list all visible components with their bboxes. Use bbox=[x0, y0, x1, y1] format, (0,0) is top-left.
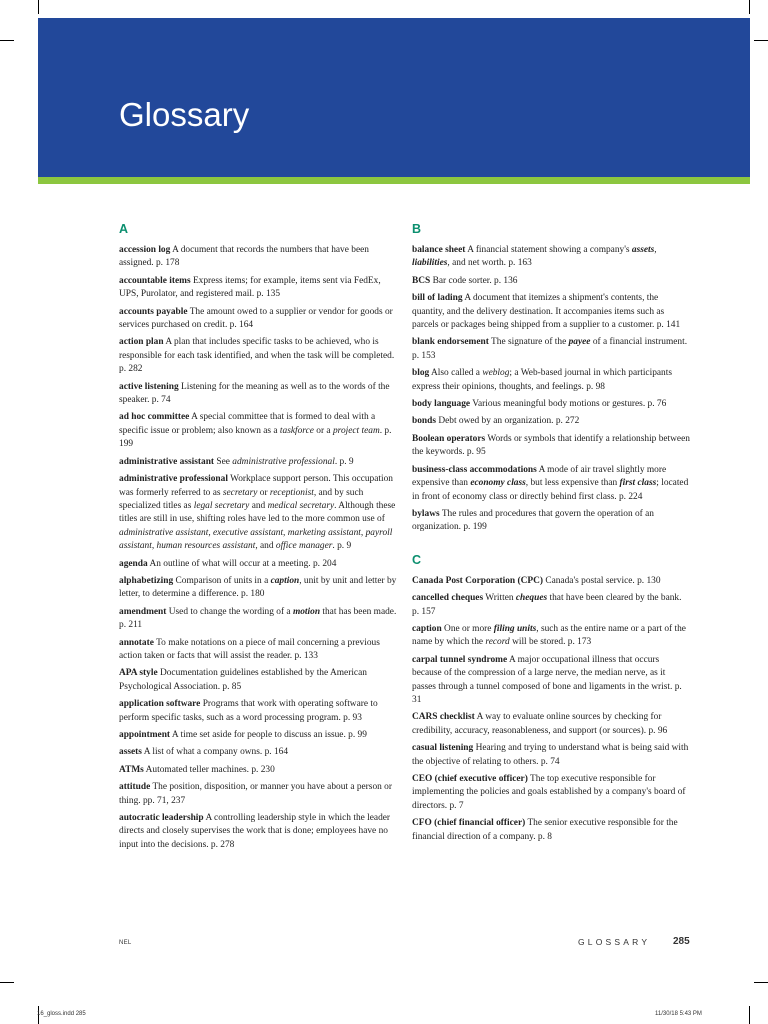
glossary-definition: Words or symbols that identify a relationship between the keywords. p. 95 bbox=[412, 433, 690, 458]
glossary-entry bbox=[412, 592, 690, 619]
glossary-definition: Automated teller machines. p. 230 bbox=[145, 764, 275, 775]
glossary-definition: The signature of the payee of a financial instrument. p. 153 bbox=[412, 337, 688, 361]
glossary-entry bbox=[119, 606, 399, 633]
glossary-term: accountable items bbox=[119, 275, 191, 286]
glossary-term: accounts payable bbox=[119, 306, 188, 317]
glossary-entry bbox=[119, 336, 399, 376]
glossary-entry bbox=[412, 773, 690, 813]
glossary-term: agenda bbox=[119, 558, 148, 569]
glossary-entry bbox=[119, 473, 399, 553]
glossary-definition: The position, disposition, or manner you have about a person or thing. pp. 71, 237 bbox=[119, 782, 392, 806]
glossary-term: attitude bbox=[119, 782, 151, 793]
glossary-term: BCS bbox=[412, 275, 431, 286]
glossary-term: APA style bbox=[119, 668, 158, 679]
glossary-term: caption bbox=[412, 623, 442, 634]
glossary-definition: Written cheques that have been cleared by the bank. p. 157 bbox=[412, 593, 682, 617]
glossary-entry bbox=[412, 575, 690, 588]
glossary-term: Boolean operators bbox=[412, 433, 486, 444]
glossary-entry bbox=[412, 398, 690, 411]
glossary-entry bbox=[412, 742, 690, 769]
glossary-term: body language bbox=[412, 399, 471, 410]
glossary-entry bbox=[412, 817, 690, 844]
glossary-term: assets bbox=[119, 747, 142, 758]
glossary-term: casual listening bbox=[412, 743, 474, 754]
glossary-entry bbox=[119, 781, 399, 808]
glossary-definition: A mode of air travel slightly more expensive than economy class, but less expensive than first class; located in front of economy class or directly behind first class. p. 224 bbox=[412, 464, 689, 502]
glossary-term: bylaws bbox=[412, 508, 440, 519]
entries-a bbox=[119, 244, 399, 852]
glossary-term: ad hoc committee bbox=[119, 412, 190, 423]
glossary-definition: Used to change the wording of a motion that has been made. p. 211 bbox=[119, 606, 397, 631]
publisher-mark: NEL bbox=[119, 940, 132, 946]
glossary-definition: The rules and procedures that govern the operation of an organization. p. 199 bbox=[412, 508, 654, 533]
glossary-definition: To make notations on a piece of mail concerning a previous action taken or facts that will assist the reader. p. 133 bbox=[119, 637, 380, 661]
glossary-term: bonds bbox=[412, 416, 436, 427]
glossary-entry bbox=[412, 292, 690, 332]
glossary-entry bbox=[412, 415, 690, 428]
glossary-term: CEO (chief executive officer) bbox=[412, 774, 528, 784]
column-left bbox=[119, 222, 399, 856]
crop-mark bbox=[754, 982, 768, 983]
glossary-entry bbox=[119, 275, 399, 302]
glossary-entry bbox=[412, 464, 690, 504]
glossary-entry bbox=[412, 654, 690, 708]
glossary-definition: Bar code sorter. p. 136 bbox=[432, 275, 518, 286]
crop-mark bbox=[749, 0, 750, 14]
glossary-entry bbox=[119, 558, 399, 571]
crop-mark bbox=[754, 40, 768, 41]
glossary-definition: Documentation guidelines established by the American Psychological Association. p. 85 bbox=[119, 668, 367, 692]
glossary-definition: A plan that includes specific tasks to be achieved, who is responsible for each task identified, and when the task will be completed. p. 282 bbox=[119, 337, 395, 375]
entries-b bbox=[412, 244, 690, 535]
glossary-definition: A way to evaluate online sources by checking for credibility, accuracy, reasonableness, and support (or sources). p. 96 bbox=[412, 712, 668, 736]
glossary-entry bbox=[412, 336, 690, 363]
glossary-entry bbox=[119, 698, 399, 725]
running-footer: GLOSSARY bbox=[578, 937, 651, 947]
glossary-definition: A financial statement showing a company's assets, liabilities, and net worth. p. 163 bbox=[412, 245, 657, 269]
glossary-entry bbox=[412, 711, 690, 738]
glossary-entry bbox=[119, 746, 399, 759]
glossary-term: balance sheet bbox=[412, 245, 466, 255]
page-number: 285 bbox=[673, 936, 690, 947]
glossary-term: application software bbox=[119, 699, 201, 710]
glossary-term: carpal tunnel syndrome bbox=[412, 654, 508, 665]
glossary-definition: An outline of what will occur at a meeting. p. 204 bbox=[149, 558, 337, 569]
slug-filename: 16_gloss.indd 285 bbox=[37, 1011, 86, 1017]
glossary-definition: A major occupational illness that occurs because of the compression of a large nerve, the median nerve, as it passes through a tunnel composed of bone and ligaments in the wrist. p. 31 bbox=[412, 654, 682, 705]
glossary-definition: One or more filing units, such as the entire name or a part of the name by which the record will be stored. p. 173 bbox=[412, 623, 686, 648]
glossary-definition: A special committee that is formed to deal with a specific issue or problem; also known as a taskforce or a project team. p. 199 bbox=[119, 412, 392, 450]
glossary-definition: See administrative professional. p. 9 bbox=[216, 456, 354, 467]
page-title: Glossary bbox=[119, 96, 250, 133]
glossary-term: alphabetizing bbox=[119, 575, 174, 586]
glossary-entry bbox=[119, 306, 399, 333]
glossary-definition: Programs that work with operating software to perform specific tasks, such as a word processing program. p. 93 bbox=[119, 699, 378, 723]
column-right bbox=[412, 222, 690, 848]
glossary-entry bbox=[119, 456, 399, 469]
glossary-term: administrative professional bbox=[119, 474, 228, 485]
glossary-definition: A document that records the numbers that have been assigned. p. 178 bbox=[119, 245, 369, 269]
glossary-term: blank endorsement bbox=[412, 337, 489, 348]
glossary-entry bbox=[412, 433, 690, 460]
glossary-entry bbox=[119, 381, 399, 408]
glossary-entry bbox=[119, 244, 399, 271]
glossary-definition: Various meaningful body motions or gestures. p. 76 bbox=[472, 399, 667, 410]
glossary-definition: A document that itemizes a shipment's contents, the quantity, and the delivery destination. It accompanies items such as parcels or packages being shipped from a supplier to a customer. p. 141 bbox=[412, 293, 681, 331]
glossary-definition: The amount owed to a supplier or vendor for goods or services purchased on credit. p. 164 bbox=[119, 306, 393, 331]
header-accent-bar bbox=[38, 177, 750, 184]
glossary-term: administrative assistant bbox=[119, 456, 215, 467]
glossary-entry bbox=[119, 764, 399, 777]
glossary-definition: Debt owed by an organization. p. 272 bbox=[438, 416, 580, 427]
glossary-definition: Hearing and trying to understand what is being said with the objective of relating to others. p. 74 bbox=[412, 743, 689, 767]
section-letter-b: B bbox=[412, 222, 422, 236]
glossary-term: cancelled cheques bbox=[412, 593, 484, 604]
glossary-definition: The top executive responsible for implementing the policies and goals established by a company's board of directors. p. 7 bbox=[412, 774, 686, 811]
glossary-term: ATMs bbox=[119, 764, 144, 775]
glossary-entry bbox=[412, 275, 690, 288]
entries-c bbox=[412, 575, 690, 844]
slug-timestamp: 11/30/18 5:43 PM bbox=[655, 1011, 702, 1017]
glossary-definition: Also called a weblog; a Web-based journal in which participants express their opinions, thoughts, and feelings. p. 98 bbox=[412, 368, 672, 392]
glossary-term: CFO (chief financial officer) bbox=[412, 818, 526, 829]
section-letter-c: C bbox=[412, 552, 422, 567]
glossary-definition: Listening for the meaning as well as to the words of the speaker. p. 74 bbox=[119, 381, 390, 406]
glossary-term: active listening bbox=[119, 381, 179, 392]
glossary-term: appointment bbox=[119, 730, 171, 740]
section-letter-a: A bbox=[119, 222, 129, 236]
glossary-definition: Workplace support person. This occupation was formerly referred to as secretary or receptionist, and by such specialized titles as legal secretary and medical secretary. Although these titles are still in use, shifting roles have led to the more common use of administrative assistant, executive assistant, marketing assistant, payroll assistant, human resources assistant, and office manager. p. 9 bbox=[119, 474, 396, 552]
crop-mark bbox=[38, 0, 39, 14]
crop-mark bbox=[0, 40, 14, 41]
glossary-entry bbox=[412, 244, 690, 271]
glossary-term: Canada Post Corporation (CPC) bbox=[412, 575, 543, 586]
glossary-term: business-class accommodations bbox=[412, 464, 537, 475]
glossary-term: bill of lading bbox=[412, 293, 463, 304]
glossary-entry bbox=[119, 812, 399, 852]
glossary-definition: Comparison of units in a caption, unit by unit and letter by letter, to determine a difference. p. 180 bbox=[119, 575, 397, 600]
glossary-term: CARS checklist bbox=[412, 712, 475, 723]
glossary-definition: A controlling leadership style in which the leader directs and closely supervises the work that is done; employees have no input into the decisions. p. 278 bbox=[119, 813, 391, 850]
glossary-term: annotate bbox=[119, 637, 154, 648]
glossary-term: action plan bbox=[119, 337, 164, 348]
glossary-entry bbox=[119, 667, 399, 694]
glossary-entry bbox=[412, 623, 690, 650]
glossary-term: blog bbox=[412, 368, 430, 379]
glossary-term: accession log bbox=[119, 245, 171, 255]
glossary-definition: The senior executive responsible for the financial direction of a company. p. 8 bbox=[412, 818, 678, 842]
glossary-entry bbox=[412, 367, 690, 394]
crop-mark bbox=[749, 1006, 750, 1024]
glossary-definition: A list of what a company owns. p. 164 bbox=[143, 747, 289, 758]
glossary-entry bbox=[119, 575, 399, 602]
glossary-definition: A time set aside for people to discuss an issue. p. 99 bbox=[171, 730, 367, 740]
glossary-entry bbox=[412, 508, 690, 535]
glossary-term: autocratic leadership bbox=[119, 813, 204, 824]
glossary-definition: Canada's postal service. p. 130 bbox=[545, 575, 661, 586]
crop-mark bbox=[0, 982, 14, 983]
glossary-entry bbox=[119, 637, 399, 664]
glossary-definition: Express items; for example, items sent via FedEx, UPS, Purolator, and registered mail. p. 135 bbox=[119, 275, 381, 300]
glossary-entry bbox=[119, 729, 399, 742]
glossary-term: amendment bbox=[119, 606, 167, 617]
glossary-entry bbox=[119, 411, 399, 451]
